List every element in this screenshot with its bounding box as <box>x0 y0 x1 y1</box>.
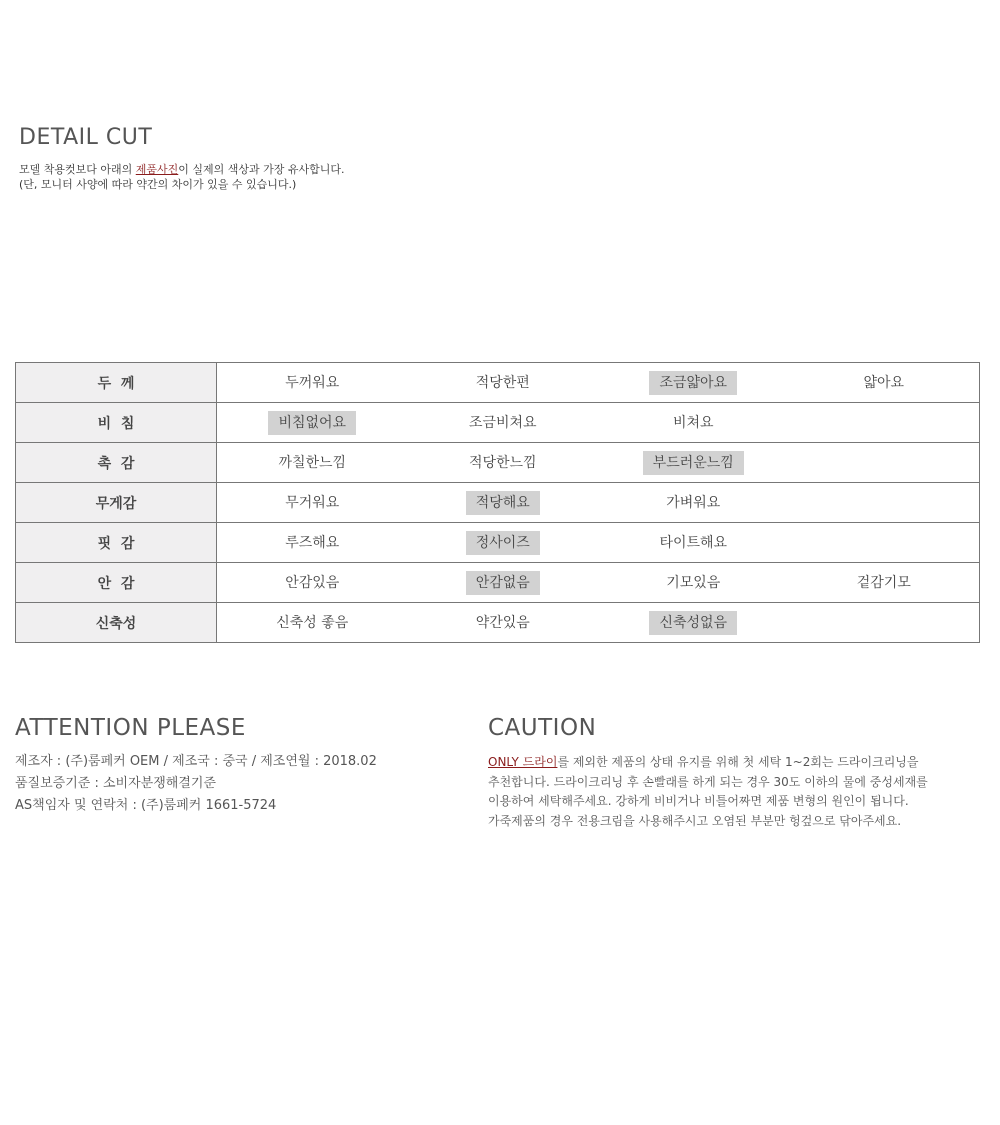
spec-row-options <box>217 523 980 563</box>
spec-option-cell <box>598 451 789 475</box>
spec-option-cell <box>598 611 789 635</box>
attention-lines <box>15 751 377 817</box>
spec-row-label: 비 침 <box>16 403 217 443</box>
spec-option: 무거워요 <box>285 494 340 511</box>
spec-option-cell <box>217 451 408 475</box>
spec-option-cell <box>598 491 789 515</box>
spec-row <box>16 443 980 483</box>
quality-standard: 품질보증기준 : 소비자분쟁해결기준 <box>15 776 217 791</box>
spec-option: 겉감기모 <box>856 574 911 591</box>
spec-row-options <box>217 603 980 643</box>
caution-line-2: 추천합니다. 드라이크리닝 후 손빨래를 하게 되는 경우 30도 이하의 물에 중성세재를 <box>488 774 928 789</box>
attention-title: ATTENTION PLEASE <box>15 715 246 741</box>
spec-option: 적당한편 <box>475 374 530 391</box>
spec-option-cell <box>789 371 980 395</box>
spec-row-options <box>217 363 980 403</box>
spec-option-cell <box>408 611 599 635</box>
spec-option-cell <box>598 531 789 555</box>
spec-option: 두꺼워요 <box>285 374 340 391</box>
spec-option: 안감있음 <box>285 574 340 591</box>
only-dry-highlight: ONLY 드라이 <box>488 755 558 769</box>
product-photo-highlight: 제품사진 <box>135 163 179 176</box>
spec-option: 얇아요 <box>863 374 905 391</box>
desc-text: 모델 착용컷보다 아래의 <box>19 163 136 176</box>
spec-option-cell <box>217 531 408 555</box>
spec-option-cell <box>789 531 980 555</box>
spec-option: 가벼워요 <box>666 494 721 511</box>
spec-option: 신축성 좋음 <box>276 614 349 631</box>
spec-option: 적당한느낌 <box>468 454 537 471</box>
spec-option-cell <box>217 611 408 635</box>
spec-option-cell <box>789 411 980 435</box>
caution-section <box>488 713 968 831</box>
spec-option-cell <box>789 611 980 635</box>
caution-line-1 <box>488 753 968 773</box>
spec-option-cell <box>598 571 789 595</box>
spec-option: 비쳐요 <box>672 414 714 431</box>
detail-desc-line-2: (단, 모니터 사양에 따라 약간의 차이가 있을 수 있습니다.) <box>19 178 297 191</box>
spec-option: 약간있음 <box>475 614 530 631</box>
spec-row <box>16 523 980 563</box>
spec-option-selected: 신축성없음 <box>649 611 737 635</box>
product-spec-table <box>15 362 980 643</box>
spec-option-cell <box>408 411 599 435</box>
spec-option-cell <box>789 451 980 475</box>
spec-row <box>16 603 980 643</box>
spec-row-label: 촉 감 <box>16 443 217 483</box>
spec-row-options <box>217 443 980 483</box>
spec-option-cell <box>408 491 599 515</box>
spec-option-cell <box>217 491 408 515</box>
detail-cut-title: DETAIL CUT <box>19 125 153 150</box>
spec-row-options <box>217 483 980 523</box>
detail-desc-line-1 <box>19 162 345 177</box>
detail-cut-section <box>19 124 345 192</box>
caution-title: CAUTION <box>488 715 597 741</box>
spec-option-selected: 부드러운느낌 <box>643 451 744 475</box>
spec-option-cell <box>217 571 408 595</box>
spec-row-label: 핏 감 <box>16 523 217 563</box>
caution-line-3: 이용하여 세탁해주세요. 강하게 비비거나 비틀어짜면 제품 변형의 원인이 됩니다. <box>488 794 909 808</box>
detail-cut-description <box>19 162 345 192</box>
spec-row-label: 무게감 <box>16 483 217 523</box>
spec-option: 조금비쳐요 <box>468 414 537 431</box>
spec-option-cell <box>789 571 980 595</box>
spec-option-cell <box>789 491 980 515</box>
spec-option-cell <box>408 371 599 395</box>
spec-row-options <box>217 563 980 603</box>
spec-option-cell <box>408 531 599 555</box>
spec-option-cell <box>408 571 599 595</box>
spec-option: 까칠한느낌 <box>278 454 347 471</box>
desc-text: 이 실제의 색상과 가장 유사합니다. <box>178 163 345 176</box>
spec-row-label: 안 감 <box>16 563 217 603</box>
spec-option-selected: 적당해요 <box>466 491 540 515</box>
spec-row-label: 신축성 <box>16 603 217 643</box>
spec-option-cell <box>408 451 599 475</box>
caution-text: 를 제외한 제품의 상태 유지를 위해 첫 세탁 1~2회는 드라이크리닝을 <box>557 755 919 769</box>
caution-lines <box>488 753 968 831</box>
spec-option: 타이트해요 <box>659 534 728 551</box>
attention-section <box>15 713 377 817</box>
spec-option-cell <box>598 411 789 435</box>
spec-option-selected: 정사이즈 <box>466 531 540 555</box>
spec-option-selected: 비침없어요 <box>268 411 356 435</box>
spec-row <box>16 483 980 523</box>
spec-option: 기모있음 <box>666 574 721 591</box>
spec-option-cell <box>217 371 408 395</box>
caution-line-4: 가죽제품의 경우 전용크림을 사용해주시고 오염된 부분만 헝겊으로 닦아주세요. <box>488 813 902 828</box>
spec-option: 루즈해요 <box>285 534 340 551</box>
spec-option-selected: 안감없음 <box>466 571 540 595</box>
spec-row <box>16 403 980 443</box>
as-contact: AS책임자 및 연락처 : (주)룸페커 1661-5724 <box>15 798 277 813</box>
spec-row <box>16 363 980 403</box>
spec-row-label: 두 께 <box>16 363 217 403</box>
spec-row-options <box>217 403 980 443</box>
spec-option-selected: 조금얇아요 <box>649 371 737 395</box>
spec-row <box>16 563 980 603</box>
manufacturer-info: 제조자 : (주)룸페커 OEM / 제조국 : 중국 / 제조연월 : 2018.02 <box>15 754 377 769</box>
spec-option-cell <box>217 411 408 435</box>
spec-option-cell <box>598 371 789 395</box>
